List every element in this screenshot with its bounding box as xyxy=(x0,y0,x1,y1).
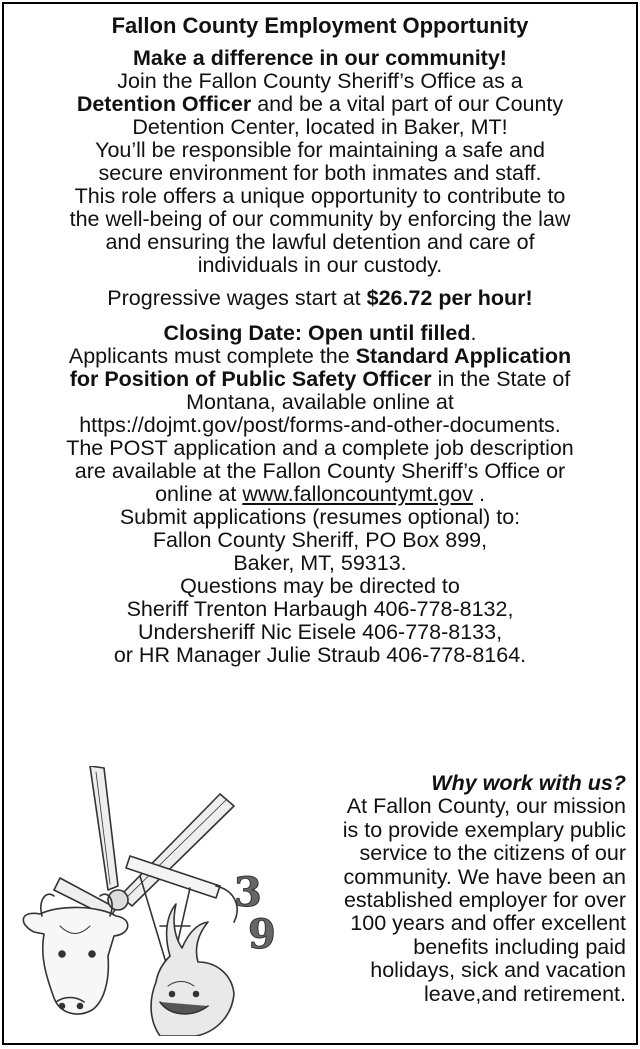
application-line-2: for Position of Public Safety Officer in the State of xyxy=(69,367,571,391)
why-line: 100 years and offer excellent xyxy=(350,911,626,936)
pronghorn-icon xyxy=(151,904,234,1036)
wages-section xyxy=(4,287,636,310)
contact-sheriff: Sheriff Trenton Harbaugh 406-778-8132, xyxy=(126,597,514,621)
post-forms-url: https://dojmt.gov/post/forms-and-other-documents. xyxy=(79,413,561,437)
why-line: is to provide exemplary public xyxy=(342,817,626,842)
application-line-1: Applicants must complete the Standard Application xyxy=(68,344,572,368)
intro-section xyxy=(4,47,636,277)
application-line-7: online at www.falloncountymt.gov . xyxy=(155,482,485,506)
county-website-link[interactable]: www.falloncountymt.gov xyxy=(242,482,473,506)
questions-line: Questions may be directed to xyxy=(180,574,460,598)
intro-line-1: Join the Fallon County Sheriff’s Office as a xyxy=(117,69,523,93)
intro-headline: Make a difference in our community! xyxy=(133,46,507,70)
windmill-blade-icon xyxy=(90,766,118,890)
application-section xyxy=(4,322,636,667)
intro-line-2: Detention Officer and be a vital part of our County xyxy=(76,92,564,116)
contact-hr-manager: or HR Manager Julie Straub 406-778-8164. xyxy=(113,643,527,667)
wage-amount: $26.72 per hour! xyxy=(366,286,533,310)
ad-title: Fallon County Employment Opportunity xyxy=(111,13,529,38)
logo-digit-nine: 9 xyxy=(248,911,276,958)
intro-line-7: the well-being of our community by enforcing the law xyxy=(69,207,571,231)
mailing-address-line-2: Baker, MT, 59313. xyxy=(233,551,407,575)
why-line: At Fallon County, our mission xyxy=(346,794,626,819)
bottom-section xyxy=(4,766,636,1043)
closing-date: Closing Date: Open until filled. xyxy=(163,321,477,345)
contact-undersheriff: Undersheriff Nic Eisele 406-778-8133, xyxy=(137,620,503,644)
application-line-3: Montana, available online at xyxy=(186,390,454,414)
why-line: service to the citizens of our xyxy=(359,841,626,866)
logo-digit-three: 3 xyxy=(234,869,262,916)
intro-line-5: secure environment for both inmates and staff. xyxy=(98,161,542,185)
intro-line-6: This role offers a unique opportunity to contribute to xyxy=(74,184,566,208)
application-line-6: are available at the Fallon County Sheriff’s Office or xyxy=(74,459,566,483)
why-line: established employer for over xyxy=(343,888,626,913)
why-line: community. We have been an xyxy=(343,864,626,889)
why-line: leave,and retirement. xyxy=(424,981,626,1006)
why-heading: Why work with us? xyxy=(431,771,626,795)
job-advertisement xyxy=(2,2,638,1045)
application-line-5: The POST application and a complete job description xyxy=(66,436,574,460)
submit-instructions: Submit applications (resumes optional) to: xyxy=(119,505,521,529)
intro-line-3: Detention Center, located in Baker, MT! xyxy=(132,115,508,139)
job-title: Detention Officer xyxy=(76,92,252,116)
wages-line: Progressive wages start at $26.72 per hour! xyxy=(107,286,533,310)
mailing-address-line-1: Fallon County Sheriff, PO Box 899, xyxy=(152,528,488,552)
county-logo-illustration xyxy=(20,766,280,1036)
intro-line-8: and ensuring the lawful detention and care of xyxy=(105,230,535,254)
why-line: benefits including paid xyxy=(413,934,626,959)
intro-line-4: You’ll be responsible for maintaining a safe and xyxy=(95,138,545,162)
intro-line-9: individuals in our custody. xyxy=(197,253,443,277)
why-line: holidays, sick and vacation xyxy=(370,958,626,983)
why-work-section xyxy=(343,772,626,1006)
